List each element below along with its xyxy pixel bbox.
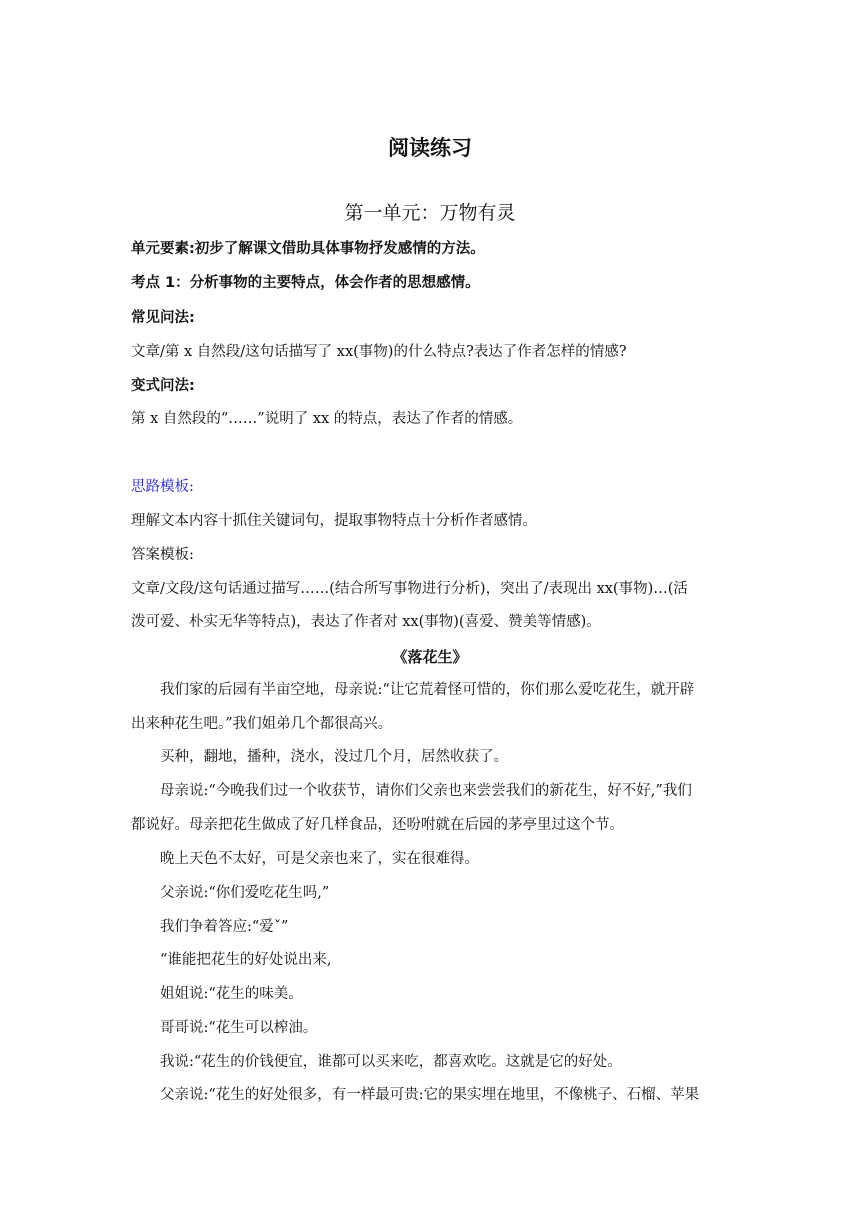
story-line: “谁能把花生的好处说出来, <box>160 952 332 968</box>
story-line: 父亲说:“花生的好处很多，有一样最可贵:它的果实埋在地里，不像桃子、石榴、苹果 <box>160 1087 700 1103</box>
story-line: 我说:“花生的价钱便宜，谁都可以买来吃，都喜欢吃。这就是它的好处。 <box>160 1054 622 1070</box>
answer-template-line-1: 文章/文段/这句话通过描写……(结合所写事物进行分析)，突出了/表现出 xx(事物)…(活 <box>131 581 688 597</box>
thinking-template: 理解文本内容十抓住关键词句，提取事物特点十分析作者感情。 <box>131 513 537 529</box>
unit-subtitle: 第一单元：万物有灵 <box>344 202 516 224</box>
unit-element: 单元要素:初步了解课文借助具体事物抒发感情的方法。 <box>131 241 485 257</box>
story-title: 《落花生》 <box>392 648 468 666</box>
thinking-template-label: 思路模板: <box>131 479 194 495</box>
story-line: 我们家的后园有半亩空地，母亲说:“让它荒着怪可惜的，你们那么爱吃花生，就开辟 <box>160 682 695 698</box>
story-line: 晚上天色不太好，可是父亲也来了，实在很难得。 <box>160 851 479 867</box>
page-title: 阅读练习 <box>388 136 472 160</box>
answer-template-label: 答案模板: <box>131 547 194 563</box>
story-line: 都说好。母亲把花生做成了好几样食品，还吩咐就在后园的茅亭里过这个节。 <box>131 817 624 833</box>
point-1: 考点 1：分析事物的主要特点，体会作者的思想感情。 <box>131 275 480 291</box>
story-line: 买种，翻地，播种，浇水，没过几个月，居然收获了。 <box>160 749 508 765</box>
story-line: 我们争着答应:“爱ˇ” <box>160 919 289 935</box>
common-question-label: 常见问法: <box>131 310 195 326</box>
story-line: 出来种花生吧。”我们姐弟几个都很高兴。 <box>131 716 393 732</box>
common-question: 文章/第 x 自然段/这句话描写了 xx(事物)的什么特点?表达了作者怎样的情感? <box>131 344 627 360</box>
variant-question: 第 x 自然段的“……”说明了 xx 的特点，表达了作者的情感。 <box>131 411 523 427</box>
answer-template-line-2: 泼可爱、朴实无华等特点)，表达了作者对 xx(事物)(喜爱、赞美等情感)。 <box>131 614 601 630</box>
story-line: 父亲说:“你们爱吃花生吗,” <box>160 885 330 901</box>
variant-question-label: 变式问法: <box>131 378 195 394</box>
story-line: 母亲说:“今晚我们过一个收获节，请你们父亲也来尝尝我们的新花生，好不好,”我们 <box>160 783 692 799</box>
story-line: 哥哥说:“花生可以榨油。 <box>160 1020 318 1036</box>
story-line: 姐姐说:“花生的味美。 <box>160 986 303 1002</box>
